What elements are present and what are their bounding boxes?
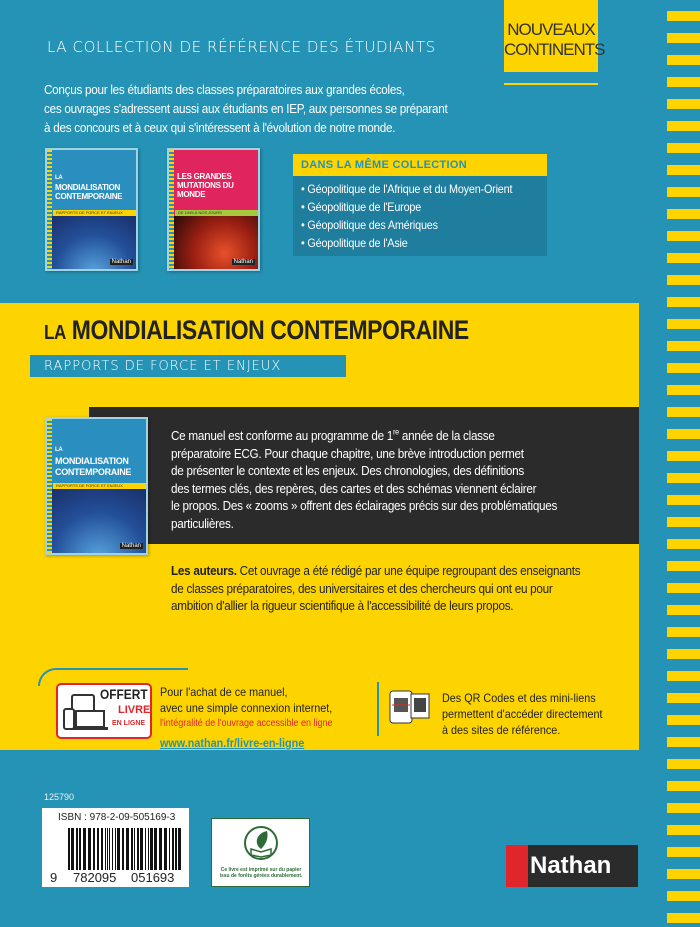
cover-title: LA	[55, 447, 63, 453]
cover-thumbnail-mondialisation	[45, 148, 138, 271]
cover-subtitle: RAPPORTS DE FORCE ET ENJEUX	[53, 210, 136, 216]
edge-stripe	[667, 869, 700, 879]
barcode-bar	[145, 828, 146, 870]
barcode-bar	[109, 828, 110, 870]
barcode-bar	[107, 828, 108, 870]
barcode-bar	[148, 828, 149, 870]
barcode-bar	[97, 828, 99, 870]
offer-highlight: l'intégralité de l'ouvrage accessible en ligne	[160, 718, 333, 729]
cover-publisher: Nathan	[111, 259, 131, 265]
intro-text	[44, 80, 447, 137]
product-code: 125790	[44, 792, 75, 802]
description-text	[171, 427, 557, 532]
title-main: MONDIALISATION CONTEMPORAINE	[71, 315, 469, 345]
badge-offert: OFFERT	[100, 686, 148, 702]
barcode-bar	[137, 828, 139, 870]
barcode-bar	[126, 828, 129, 870]
edge-stripe	[667, 319, 700, 329]
isbn-label: ISBN : 978-2-09-505169-3	[58, 812, 176, 823]
edge-stripe	[667, 253, 700, 263]
edge-stripe	[667, 561, 700, 571]
barcode-bar	[150, 828, 153, 870]
barcode-bar	[76, 828, 78, 870]
barcode-bar	[131, 828, 133, 870]
barcode-bar	[101, 828, 103, 870]
edge-stripe	[667, 341, 700, 351]
collection-item: • Géopolitique de l'Afrique et du Moyen-Orient	[301, 182, 513, 196]
desc-sup: re	[393, 427, 399, 437]
edge-stripe	[667, 429, 700, 439]
edge-stripe	[667, 187, 700, 197]
barcode-digits: 782095	[73, 870, 117, 885]
authors-line: de classes préparatoires, des universitaires et des chercheurs qui ont eu pour	[171, 580, 553, 596]
edge-stripe	[667, 825, 700, 835]
qr-line: Des QR Codes et des mini-liens	[442, 691, 596, 705]
edge-stripe	[667, 583, 700, 593]
intro-line: ces ouvrages s'adressent aussi aux étudiants en IEP, aux personnes se préparant	[44, 101, 448, 116]
cover-subtitle: RAPPORTS DE FORCE ET ENJEUX	[53, 483, 146, 489]
same-collection-heading: DANS LA MÊME COLLECTION	[293, 154, 547, 176]
edge-stripe	[667, 737, 700, 747]
edge-stripe	[667, 209, 700, 219]
book-title	[44, 315, 469, 346]
barcode-bar	[159, 828, 162, 870]
desc-line: particulières.	[171, 515, 234, 531]
qr-line: à des sites de référence.	[442, 723, 561, 737]
barcode-bars	[68, 828, 180, 870]
edge-stripe	[667, 847, 700, 857]
qr-code-phone-icon	[389, 690, 431, 724]
series-logo	[504, 0, 605, 72]
divider	[504, 83, 598, 85]
barcode-bar	[115, 828, 116, 870]
title-prefix: LA	[44, 322, 66, 344]
barcode-digits: 051693	[131, 870, 175, 885]
edge-stripe	[667, 891, 700, 901]
edge-stripe	[667, 363, 700, 373]
publisher-name: Nathan	[530, 852, 612, 879]
cover-title: LA	[55, 175, 63, 181]
barcode-bar	[154, 828, 157, 870]
book-subtitle: RAPPORTS DE FORCE ET ENJEUX	[30, 355, 346, 377]
barcode-bar	[172, 828, 174, 870]
eco-text: Ce livre est imprimé sur du papier issu de forêts gérées durablement.	[219, 867, 303, 879]
series-name-line: CONTINENTS	[504, 40, 605, 59]
edge-stripe	[667, 473, 700, 483]
isbn-barcode	[42, 808, 189, 887]
edge-stripe	[667, 913, 700, 923]
collection-tagline: LA COLLECTION DE RÉFÉRENCE DES ÉTUDIANTS	[47, 38, 436, 56]
edge-stripe	[667, 275, 700, 285]
intro-line: Conçus pour les étudiants des classes préparatoires aux grandes écoles,	[44, 82, 405, 97]
cover-title: CONTEMPORAINE	[55, 192, 123, 201]
cover-thumbnail-grandes-mutations	[167, 148, 260, 271]
desc-line: préparatoire ECG. Pour chaque chapitre, une brève introduction permet	[171, 445, 524, 461]
cover-publisher: Nathan	[121, 543, 141, 549]
barcode-bar	[169, 828, 170, 870]
eco-label	[211, 818, 310, 887]
desc-text: Ce manuel est conforme au programme de 1	[171, 428, 394, 443]
series-name-line: NOUVEAUX	[507, 20, 595, 39]
barcode-bar	[140, 828, 143, 870]
edge-stripe	[667, 605, 700, 615]
edge-stripe	[667, 55, 700, 65]
edge-stripe	[667, 649, 700, 659]
edge-stripe	[667, 143, 700, 153]
cover-title: CONTEMPORAINE	[55, 467, 132, 477]
edge-stripe	[667, 671, 700, 681]
edge-stripe	[667, 539, 700, 549]
collection-item: • Géopolitique de l'Europe	[301, 200, 422, 214]
authors-text	[171, 562, 580, 615]
barcode-bar	[79, 828, 81, 870]
offer-text	[160, 684, 333, 751]
desc-line: de présenter le contexte et les enjeux. Des chronologies, des définitions	[171, 463, 524, 478]
cover-title: LES GRANDES	[177, 172, 232, 181]
desc-line: le propos. Des « zooms » offrent des éclairages précis sur des problématiques	[171, 498, 558, 513]
offer-line: avec une simple connexion internet,	[160, 701, 333, 715]
edge-stripe	[667, 517, 700, 527]
barcode-bar	[68, 828, 70, 870]
edge-stripe	[667, 33, 700, 43]
authors-label: Les auteurs.	[171, 563, 237, 578]
nathan-logo-mark	[506, 845, 528, 887]
edge-stripe	[667, 627, 700, 637]
barcode-bar	[88, 828, 91, 870]
cover-title: MUTATIONS DU MONDE	[177, 181, 234, 199]
nathan-logo	[506, 845, 638, 887]
barcode-bar	[134, 828, 135, 870]
intro-line: à des concours et à ceux qui s'intéressent à l'évolution de notre monde.	[44, 120, 396, 135]
barcode-bar	[122, 828, 124, 870]
leaf-book-icon	[243, 825, 279, 861]
barcode-bar	[71, 828, 74, 870]
collection-item: • Géopolitique de l'Asie	[301, 236, 408, 250]
collection-item: • Géopolitique des Amériques	[301, 218, 438, 232]
badge-en-ligne: EN LIGNE	[112, 720, 146, 727]
edge-stripe	[667, 407, 700, 417]
online-book-link[interactable]: www.nathan.fr/livre-en-ligne	[160, 736, 305, 750]
barcode-bar	[105, 828, 106, 870]
same-collection-box	[293, 154, 547, 256]
book-cover-image	[45, 417, 148, 555]
authors-line: Cet ouvrage a été rédigé par une équipe regroupant des enseignants	[236, 563, 581, 578]
edge-stripe	[667, 121, 700, 131]
barcode-bar	[83, 828, 86, 870]
edge-stripe	[667, 385, 700, 395]
barcode-bar	[178, 828, 181, 870]
desc-line: des termes clés, des repères, des cartes et des schémas viennent éclairer	[171, 480, 537, 496]
qr-code-text	[442, 690, 603, 738]
authors-line: ambition d'allier la rigueur scientifique à l'accessibilité de leurs propos.	[171, 598, 514, 613]
edge-stripe	[667, 165, 700, 175]
edge-stripe	[667, 759, 700, 769]
barcode-bar	[93, 828, 95, 870]
edge-stripe	[667, 451, 700, 461]
offer-line: Pour l'achat de ce manuel,	[160, 685, 288, 699]
edge-stripe	[667, 297, 700, 307]
edge-stripe	[667, 11, 700, 21]
cover-title: MONDIALISATION	[55, 456, 129, 466]
edge-stripe	[667, 715, 700, 725]
edge-stripe	[667, 781, 700, 791]
desc-text: année de la classe	[398, 428, 495, 443]
edge-stripe	[667, 803, 700, 813]
divider	[377, 682, 379, 736]
barcode-bar	[112, 828, 113, 870]
edge-stripe	[667, 231, 700, 241]
cover-title: MONDIALISATION	[55, 183, 120, 192]
edge-stripe	[667, 77, 700, 87]
qr-line: permettent d'accéder directement	[442, 707, 603, 721]
edge-stripe	[667, 99, 700, 109]
free-online-book-badge	[56, 683, 152, 739]
edge-stripe	[667, 495, 700, 505]
barcode-bar	[117, 828, 120, 870]
cover-subtitle: DE 1945 À NOS JOURS	[175, 210, 258, 216]
badge-livre: LIVRE	[118, 704, 151, 716]
barcode-digits: 9	[50, 870, 58, 885]
barcode-bar	[164, 828, 167, 870]
edge-stripe	[667, 693, 700, 703]
barcode-bar	[175, 828, 177, 870]
cover-publisher: Nathan	[233, 259, 253, 265]
